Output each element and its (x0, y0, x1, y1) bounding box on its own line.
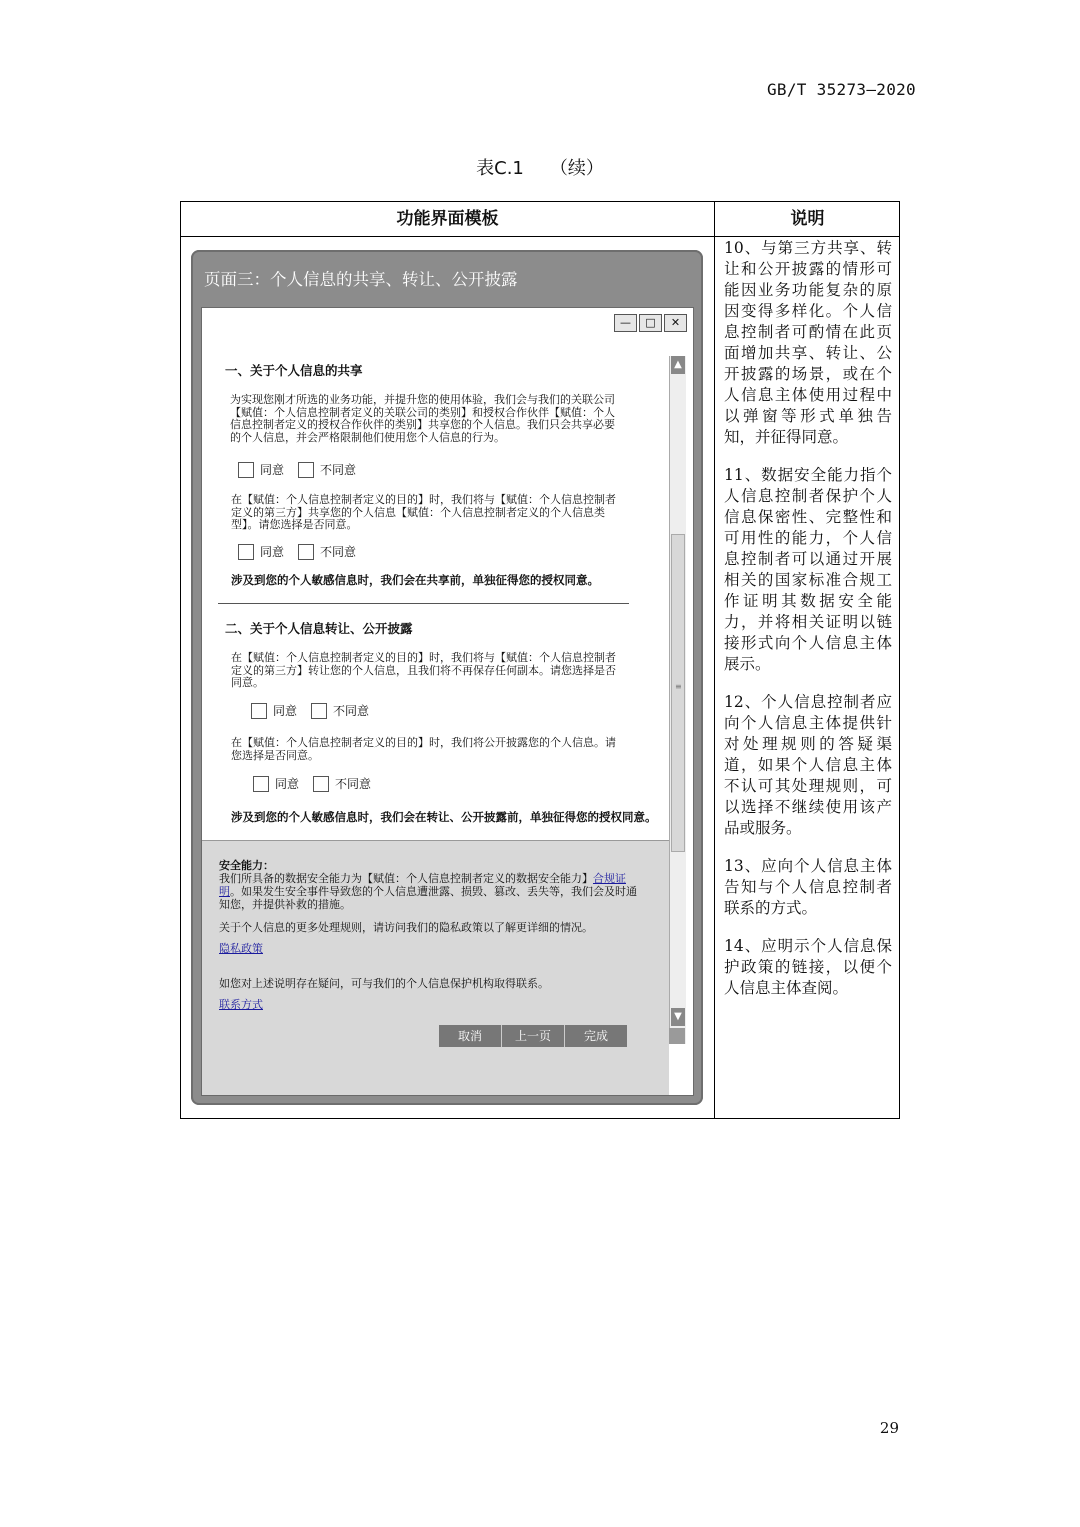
privacy-policy-link[interactable]: 隐私政策 (219, 942, 263, 955)
disagree-checkbox[interactable] (311, 703, 327, 719)
sharing-sensitive-note: 涉及到您的个人敏感信息时，我们会在共享前，单独征得您的授权同意。 (231, 573, 599, 587)
agree-label: 同意 (260, 544, 285, 559)
section-title-sharing: 一、关于个人信息的共享 (225, 363, 363, 378)
disagree-label: 不同意 (335, 776, 372, 791)
prev-page-button[interactable]: 上一页 (502, 1025, 565, 1047)
policy-link-wrap (219, 942, 644, 955)
note-11: 11、数据安全能力指个人信息控制者保护个人信息保密性、完整性和可用性的能力，个人信息控制者可以通过开展相关的国家标准合规工作证明其数据安全能力，并将相关证明以链接形式向个人信息主体展示。 (724, 466, 892, 673)
disagree-checkbox[interactable] (298, 462, 314, 478)
disclosure-paragraph: 在【赋值：个人信息控制者定义的目的】时，我们将公开披露您的个人信息。请您选择是否同意。 (231, 736, 616, 762)
security-label: 安全能力： (219, 859, 274, 872)
table-cont: （续） (549, 158, 604, 179)
grip-icon: ≡ (675, 682, 682, 691)
transfer-paragraph-1: 在【赋值：个人信息控制者定义的目的】时，我们将与【赋值：个人信息控制者定义的第三方】转让您的个人信息，且我们将不再保存任何副本。请您选择是否同意。 (231, 651, 616, 689)
agree-checkbox[interactable] (238, 544, 254, 560)
contact-link[interactable]: 联系方式 (219, 998, 263, 1011)
scroll-up-icon[interactable]: ▲ (671, 356, 685, 374)
mockup-footer (202, 840, 669, 1095)
disagree-label: 不同意 (320, 544, 357, 559)
table-caption (0, 154, 1080, 180)
scroll-down-icon[interactable]: ▼ (671, 1008, 685, 1026)
page-number: 29 (879, 1419, 899, 1437)
wizard-buttons (439, 1025, 627, 1047)
note-10: 10、与第三方共享、转让和公开披露的情形可能因业务功能复杂的原因变得多样化。个人信息控制者可酌情在此页面增加共享、转让、公开披露的场景，或在个人信息主体使用过程中以弹窗等形式单独告知，并征得同意。 (724, 239, 892, 446)
agree-checkbox[interactable] (238, 462, 254, 478)
sharing-paragraph-2: 在【赋值：个人信息控制者定义的目的】时，我们将与【赋值：个人信息控制者定义的第三方】共享您的个人信息【赋值：个人信息控制者定义的个人信息类型】。请您选择是否同意。 (231, 493, 616, 531)
note-12: 12、个人信息控制者应向个人信息主体提供针对处理规则的答疑渠道，如果个人信息主体不认可其处理规则，可以选择不继续使用该产品或服务。 (724, 693, 892, 837)
maximize-button[interactable]: □ (639, 314, 662, 332)
disagree-label: 不同意 (333, 703, 370, 718)
column-header-template: 功能界面模板 (396, 209, 499, 229)
mockup-frame (191, 250, 703, 1105)
cancel-button[interactable]: 取消 (439, 1025, 502, 1047)
consent-row-3 (251, 703, 383, 719)
consent-row-1 (238, 462, 370, 478)
standard-code: GB/T 35273—2020 (767, 80, 916, 99)
security-capability-text (219, 859, 644, 911)
note-14: 14、应明示个人信息保护政策的链接，以便个人信息主体查阅。 (724, 937, 892, 997)
done-button[interactable]: 完成 (565, 1025, 627, 1047)
table-label: 表C.1 (476, 158, 524, 179)
consent-row-2 (238, 544, 370, 560)
policy-text: 关于个人信息的更多处理规则，请访问我们的隐私政策以了解更详细的情况。 (219, 921, 593, 934)
agree-label: 同意 (273, 703, 298, 718)
disagree-label: 不同意 (320, 462, 357, 477)
disagree-checkbox[interactable] (298, 544, 314, 560)
scrollbar[interactable] (669, 356, 686, 1044)
agree-label: 同意 (275, 776, 300, 791)
resize-grip-icon[interactable] (669, 1028, 685, 1044)
window-controls (614, 314, 687, 332)
mockup-title: 页面三：个人信息的共享、转让、公开披露 (204, 270, 518, 289)
mockup-window (201, 307, 694, 1096)
minimize-button[interactable]: — (614, 314, 637, 332)
transfer-sensitive-note: 涉及到您的个人敏感信息时，我们会在转让、公开披露前，单独征得您的授权同意。 (231, 810, 657, 824)
close-button[interactable]: ✕ (664, 314, 687, 332)
notes-column (724, 238, 892, 1016)
column-header-notes: 说明 (790, 209, 825, 229)
agree-checkbox[interactable] (253, 776, 269, 792)
sharing-paragraph-1: 为实现您刚才所选的业务功能，并提升您的使用体验，我们会与我们的关联公司【赋值：个人信息控制者定义的关联公司的类别】和授权合作伙伴【赋值：个人信息控制者定义的授权合作伙伴的类别】共享您的个人信息。我们只会共享必要的个人信息，并会严格限制他们使用您个人信息的行为。 (230, 393, 615, 444)
compliance-link[interactable]: 合规证明 (219, 872, 626, 898)
agree-checkbox[interactable] (251, 703, 267, 719)
contact-text: 如您对上述说明存在疑问，可与我们的个人信息保护机构取得联系。 (219, 977, 549, 990)
security-tail: 。如果发生安全事件导致您的个人信息遭泄露、损毁、篡改、丢失等，我们会及时通知您，并提供补救的措施。 (219, 885, 637, 911)
section-divider (218, 603, 629, 604)
consent-row-4 (253, 776, 385, 792)
note-13: 13、应向个人信息主体告知与个人信息控制者联系的方式。 (724, 857, 892, 917)
agree-label: 同意 (260, 462, 285, 477)
disagree-checkbox[interactable] (313, 776, 329, 792)
contact-link-wrap (219, 998, 644, 1011)
security-text: 我们所具备的数据安全能力为【赋值：个人信息控制者定义的数据安全能力】 (219, 872, 593, 885)
scroll-thumb[interactable] (671, 534, 685, 852)
section-title-transfer: 二、关于个人信息转让、公开披露 (225, 621, 413, 636)
